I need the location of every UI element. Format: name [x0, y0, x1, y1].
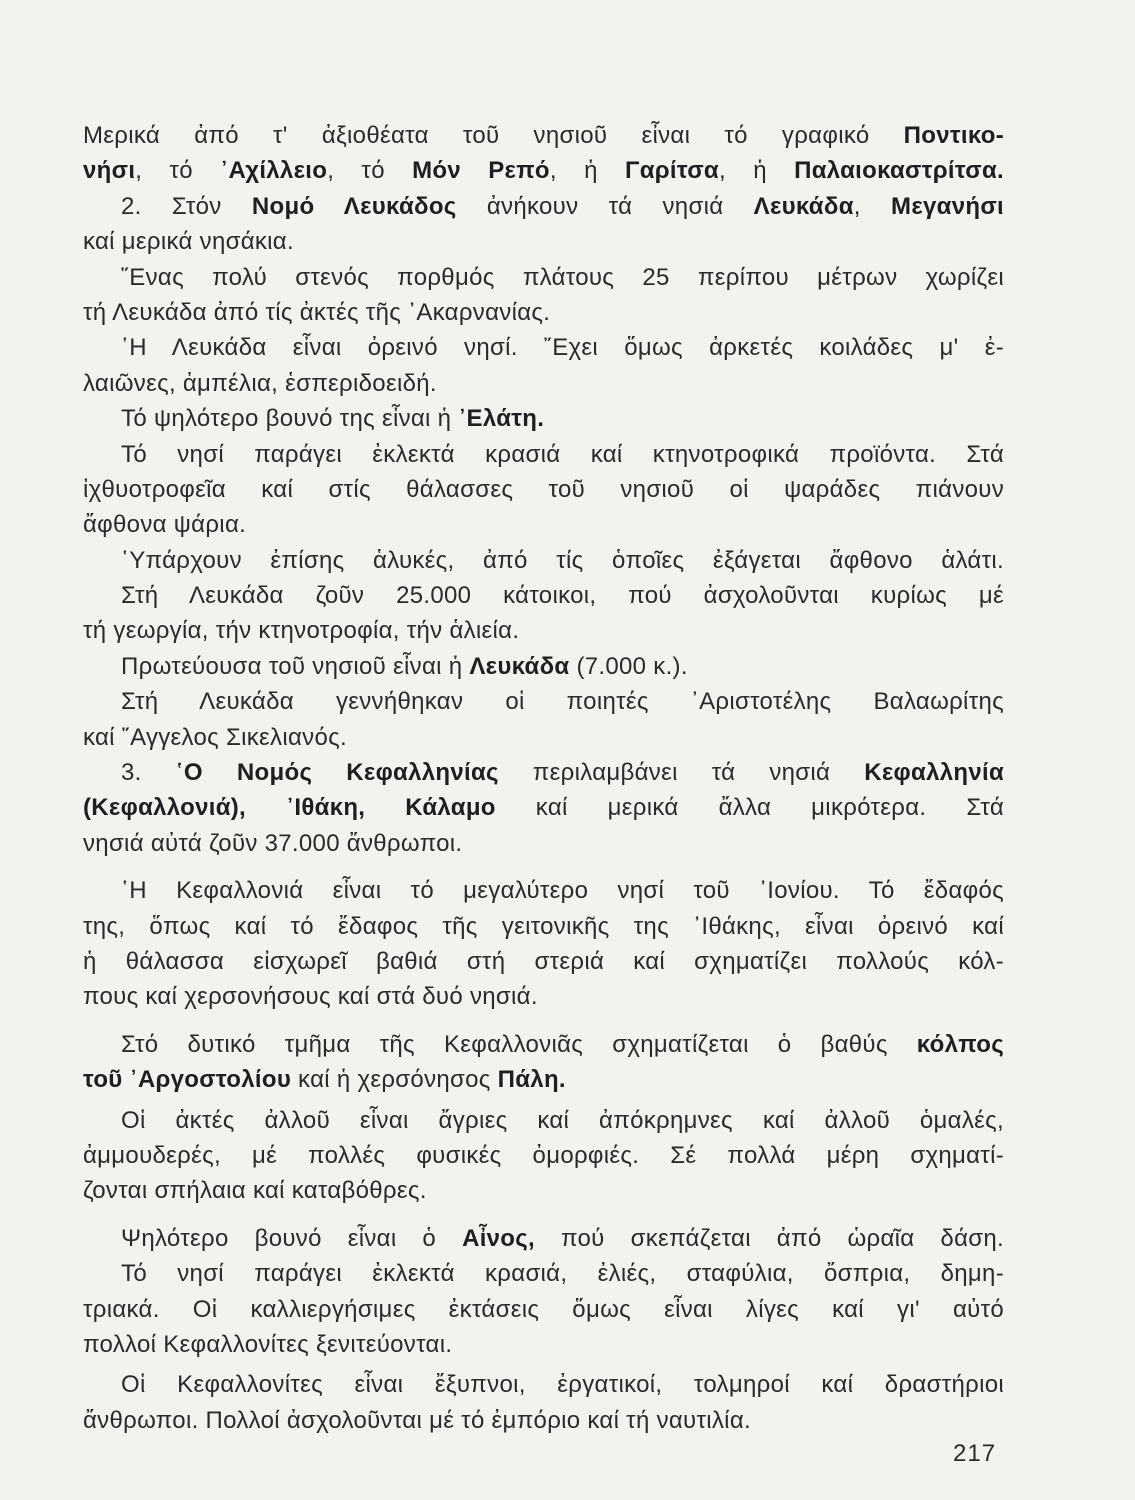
- text-line: Στή Λευκάδα γεννήθηκαν οἱ ποιητές ᾿Αριστοτέλης Βαλαωρίτης: [121, 688, 1004, 716]
- text-line: τριακά. Οἱ καλλιεργήσιμες ἐκτάσεις ὅμως εἶναι λίγες καί γι' αὐτό: [83, 1295, 1004, 1323]
- text-line: Ψηλότερο βουνό εἶναι ὁ Αἶνος, πού σκεπάζεται ἀπό ὡραῖα δάση.: [121, 1224, 1004, 1252]
- text-line: τοῦ ᾿Αργοστολίου καί ἡ χερσόνησος Πάλη.: [83, 1066, 566, 1094]
- text-line: Πρωτεύουσα τοῦ νησιοῦ εἶναι ἡ Λευκάδα (7.000 κ.).: [121, 652, 688, 680]
- text-line: πολλοί Κεφαλλονίτες ξενιτεύονται.: [83, 1330, 453, 1358]
- text-line: νήσι, τό ᾿Αχίλλειο, τό Μόν Ρεπό, ἡ Γαρίτσα, ἡ Παλαιοκαστρίτσα.: [83, 157, 1004, 185]
- text-line: ῞Ενας πολύ στενός πορθμός πλάτους 25 περίπου μέτρων χωρίζει: [121, 263, 1004, 291]
- text-line: Οἱ ἀκτές ἀλλοῦ εἶναι ἄγριες καί ἀπόκρημνες καί ἀλλοῦ ὁμαλές,: [121, 1106, 1004, 1134]
- text-line: καί μερικά νησάκια.: [83, 228, 294, 256]
- page-number: 217: [953, 1440, 997, 1467]
- text-line: Τό ψηλότερο βουνό της εἶναι ἡ ᾿Ελάτη.: [121, 405, 545, 433]
- text-line: Μερικά ἀπό τ' ἀξιοθέατα τοῦ νησιοῦ εἶναι τό γραφικό Ποντικο-: [83, 122, 1004, 149]
- text-line: ἀμμουδερές, μέ πολλές φυσικές ὀμορφιές. Σέ πολλά μέρη σχηματί-: [83, 1141, 1004, 1169]
- text-line: Τό νησί παράγει ἐκλεκτά κρασιά καί κτηνοτροφικά προϊόντα. Στά: [121, 440, 1004, 468]
- text-line: ἄνθρωποι. Πολλοί ἀσχολοῦνται μέ τό ἐμπόριο καί τή ναυτιλία.: [83, 1406, 751, 1434]
- text-line: τή γεωργία, τήν κτηνοτροφία, τήν ἁλιεία.: [83, 617, 520, 645]
- text-line: Οἱ Κεφαλλονίτες εἶναι ἔξυπνοι, ἐργατικοί, τολμηροί καί δραστήριοι: [121, 1371, 1004, 1399]
- text-body: [83, 118, 1004, 1438]
- text-line: της, ὅπως καί τό ἔδαφος τῆς γειτονικῆς της ᾿Ιθάκης, εἶναι ὀρεινό καί: [83, 912, 1004, 940]
- text-line: ζονται σπήλαια καί καταβόθρες.: [83, 1177, 427, 1205]
- text-line: ῾Υπάρχουν ἐπίσης ἁλυκές, ἀπό τίς ὁποῖες ἐξάγεται ἄφθονο ἁλάτι.: [121, 546, 1004, 574]
- text-line: Τό νησί παράγει ἐκλεκτά κρασιά, ἐλιές, σταφύλια, ὄσπρια, δημη-: [121, 1260, 1004, 1288]
- text-line: νησιά αὐτά ζοῦν 37.000 ἄνθρωποι.: [83, 829, 463, 857]
- text-line: λαιῶνες, ἀμπέλια, ἑσπεριδοειδή.: [83, 369, 437, 397]
- text-line: ῾Η Κεφαλλονιά εἶναι τό μεγαλύτερο νησί τοῦ ᾿Ιονίου. Τό ἔδαφός: [121, 877, 1004, 905]
- text-line: Στή Λευκάδα ζοῦν 25.000 κάτοικοι, πού ἀσχολοῦνται κυρίως μέ: [121, 582, 1004, 610]
- text-line: Στό δυτικό τμῆμα τῆς Κεφαλλονιᾶς σχηματίζεται ὁ βαθύς κόλπος: [121, 1030, 1004, 1058]
- text-line: ἰχθυοτροφεῖα καί στίς θάλασσες τοῦ νησιοῦ οἱ ψαράδες πιάνουν: [83, 475, 1004, 503]
- text-line: καί ῎Αγγελος Σικελιανός.: [83, 723, 347, 751]
- text-line: (Κεφαλλονιά), ᾿Ιθάκη, Κάλαμο καί μερικά ἄλλα μικρότερα. Στά: [83, 794, 1005, 822]
- text-line: ῾Η Λευκάδα εἶναι ὀρεινό νησί. ῎Εχει ὅμως ἀρκετές κοιλάδες μ' ἐ-: [121, 334, 1004, 362]
- text-line: ἄφθονα ψάρια.: [83, 511, 247, 539]
- text-line: πους καί χερσονήσους καί στά δυό νησιά.: [83, 983, 538, 1011]
- text-line: 3. ῾Ο Νομός Κεφαλληνίας περιλαμβάνει τά νησιά Κεφαλληνία: [121, 759, 1005, 787]
- text-line: ἡ θάλασσα εἰσχωρεῖ βαθιά στή στεριά καί σχηματίζει πολλούς κόλ-: [83, 947, 1004, 975]
- text-line: τή Λευκάδα ἀπό τίς ἀκτές τῆς ᾿Ακαρνανίας.: [83, 298, 551, 326]
- text-line: 2. Στόν Νομό Λευκάδος ἀνήκουν τά νησιά Λευκάδα, Μεγανήσι: [121, 192, 1005, 220]
